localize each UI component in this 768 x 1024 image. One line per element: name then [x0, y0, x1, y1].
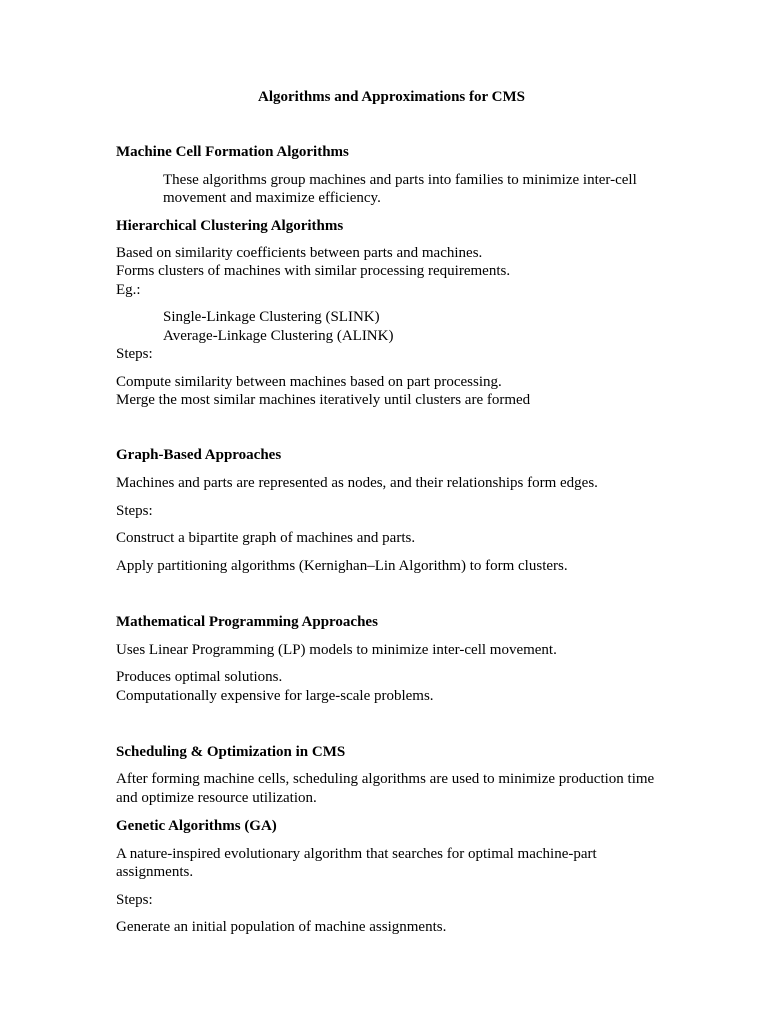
step-item: Merge the most similar machines iteratively until clusters are formed	[116, 392, 531, 408]
paragraph-line: Based on similarity coefficients between parts and machines.	[116, 245, 483, 261]
section-heading: Genetic Algorithms (GA)	[116, 818, 277, 834]
section-heading: Graph-Based Approaches	[116, 447, 282, 463]
document-title: Algorithms and Approximations for CMS	[258, 89, 525, 105]
paragraph-line: Produces optimal solutions.	[116, 669, 283, 685]
paragraph-line: Machines and parts are represented as nodes, and their relationships form edges.	[116, 475, 598, 491]
paragraph-line: Uses Linear Programming (LP) models to minimize inter-cell movement.	[116, 642, 557, 658]
paragraph-line: Forms clusters of machines with similar processing requirements.	[116, 263, 511, 279]
steps-label: Steps:	[116, 892, 153, 908]
paragraph-line: and optimize resource utilization.	[116, 790, 317, 806]
paragraph-line: Computationally expensive for large-scale problems.	[116, 688, 434, 704]
paragraph-line: assignments.	[116, 864, 194, 880]
step-item: Generate an initial population of machine assignments.	[116, 919, 447, 935]
section-heading: Mathematical Programming Approaches	[116, 614, 378, 630]
steps-label: Steps:	[116, 503, 153, 519]
steps-label: Steps:	[116, 346, 153, 362]
example-item: Average-Linkage Clustering (ALINK)	[163, 328, 394, 344]
example-item: Single-Linkage Clustering (SLINK)	[163, 309, 380, 325]
step-item: Construct a bipartite graph of machines and parts.	[116, 530, 416, 546]
paragraph-line: Eg.:	[116, 282, 141, 298]
step-item: Apply partitioning algorithms (Kernighan–Lin Algorithm) to form clusters.	[116, 558, 568, 574]
paragraph-line: A nature-inspired evolutionary algorithm that searches for optimal machine-part	[116, 846, 597, 862]
indented-paragraph-line: movement and maximize efficiency.	[163, 190, 381, 206]
section-heading: Hierarchical Clustering Algorithms	[116, 218, 344, 234]
section-heading: Machine Cell Formation Algorithms	[116, 144, 349, 160]
section-heading: Scheduling & Optimization in CMS	[116, 744, 346, 760]
paragraph-line: After forming machine cells, scheduling algorithms are used to minimize production time	[116, 771, 655, 787]
indented-paragraph-line: These algorithms group machines and parts into families to minimize inter-cell	[163, 172, 637, 188]
step-item: Compute similarity between machines based on part processing.	[116, 374, 502, 390]
